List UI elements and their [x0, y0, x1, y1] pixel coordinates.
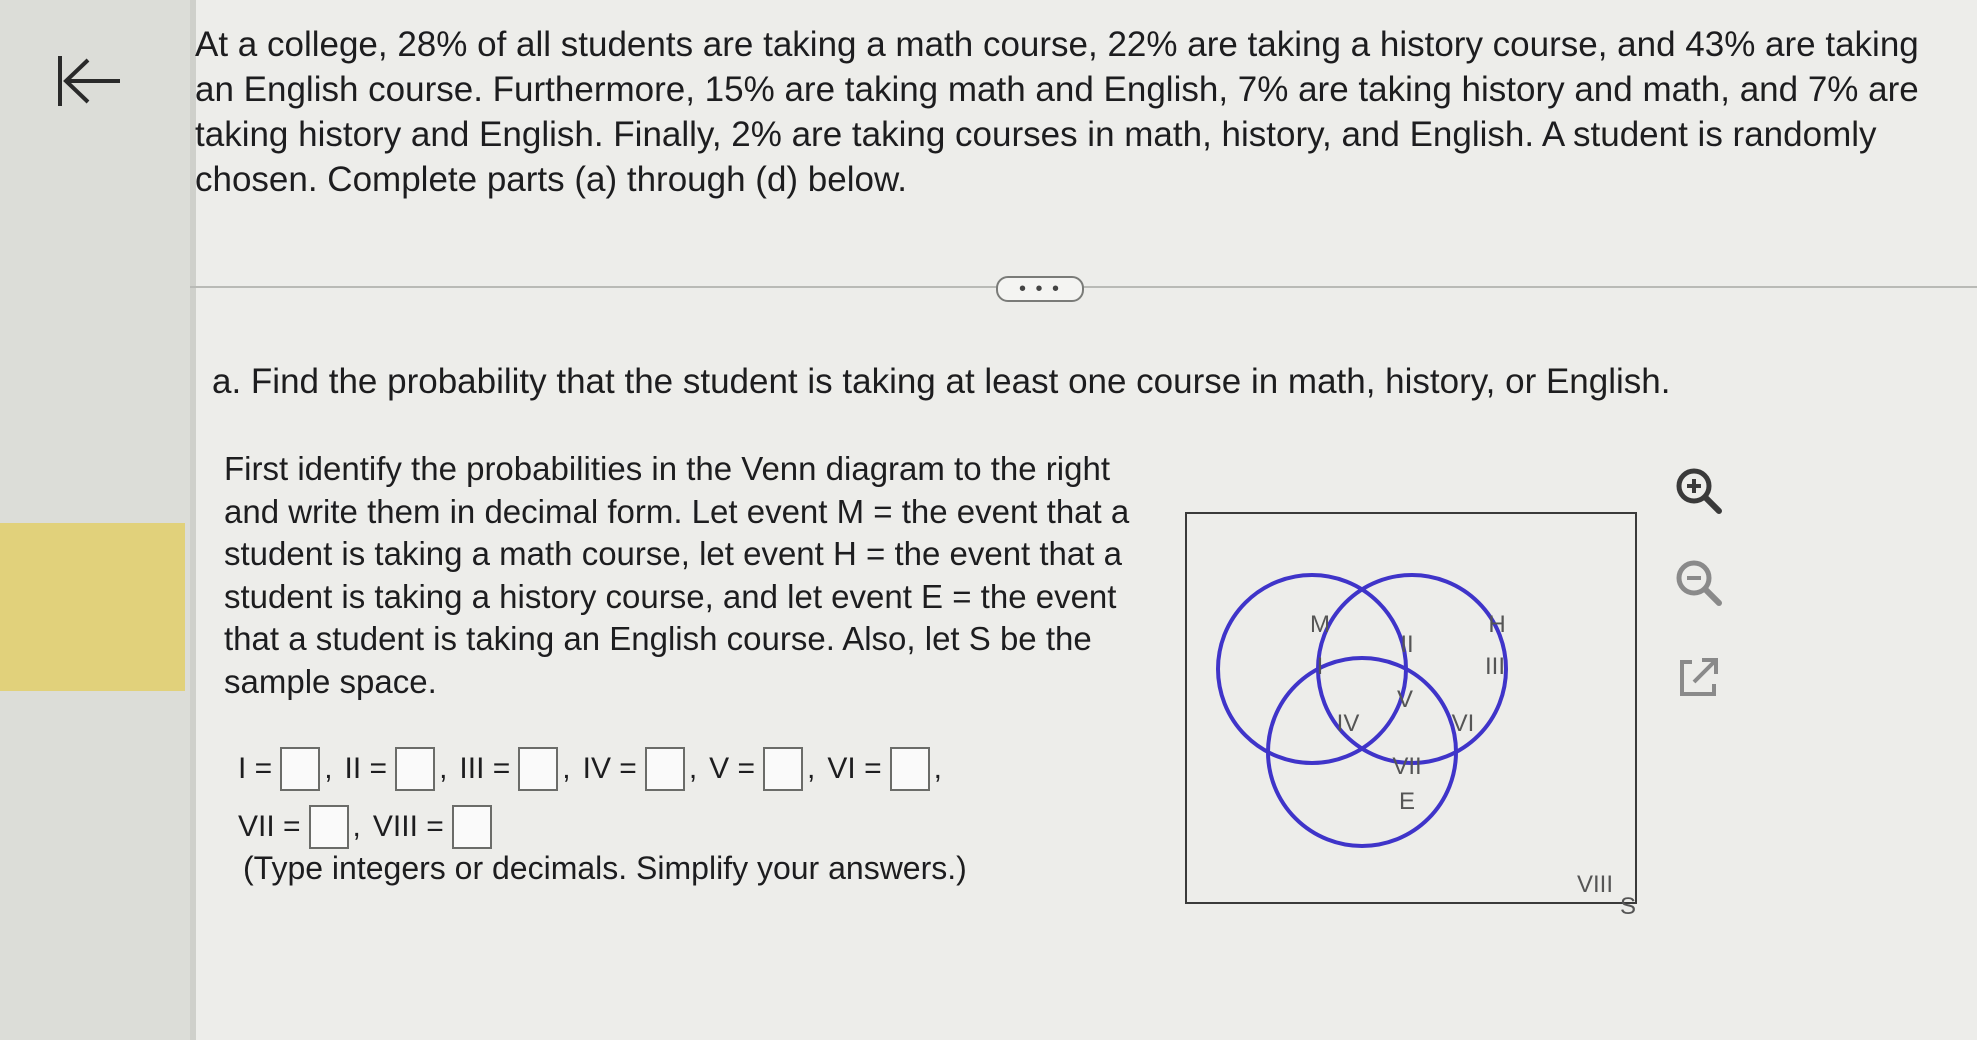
field-label-iv: IV =	[582, 752, 637, 785]
popout-icon[interactable]	[1670, 648, 1728, 706]
zoom-in-icon[interactable]	[1670, 462, 1728, 520]
zoom-out-icon[interactable]	[1670, 554, 1728, 612]
venn-label-s: S	[1619, 893, 1637, 920]
venn-region-i: I	[1316, 653, 1324, 680]
rail-highlight	[0, 523, 185, 691]
circle-e	[1268, 658, 1456, 846]
venn-region-v: V	[1396, 686, 1414, 713]
venn-region-viii: VIII	[1576, 871, 1614, 898]
back-arrow-icon[interactable]	[52, 50, 132, 120]
answer-fields	[238, 740, 954, 856]
field-label-v: V =	[709, 752, 756, 785]
venn-region-iv: IV	[1336, 710, 1360, 737]
venn-region-vi: VI	[1451, 710, 1475, 737]
venn-label-m: M	[1310, 611, 1330, 638]
answer-hint: (Type integers or decimals. Simplify your answers.)	[243, 850, 967, 886]
answer-row-1: I = , II = , III = , IV = , V = , VI = ,	[238, 740, 954, 798]
venn-label-e: E	[1398, 788, 1416, 815]
field-label-i: I =	[238, 752, 273, 785]
field-label-ii: II =	[344, 752, 388, 785]
venn-region-ii: II	[1400, 631, 1414, 658]
input-region-vi[interactable]	[890, 747, 930, 791]
circle-m	[1218, 575, 1406, 763]
input-region-vii[interactable]	[309, 805, 349, 849]
input-region-viii[interactable]	[452, 805, 492, 849]
input-region-iii[interactable]	[518, 747, 558, 791]
field-label-iii: III =	[459, 752, 511, 785]
field-label-vi: VI =	[827, 752, 882, 785]
more-button[interactable]: • • •	[996, 276, 1084, 302]
venn-diagram	[1185, 512, 1637, 932]
venn-label-h: H	[1488, 611, 1506, 638]
input-region-i[interactable]	[280, 747, 320, 791]
left-rail	[0, 0, 190, 1040]
part-a-question: a. Find the probability that the student is taking at least one course in math, history, or English.	[212, 362, 1671, 401]
field-label-viii: VIII =	[372, 810, 444, 843]
input-region-iv[interactable]	[645, 747, 685, 791]
answer-row-2: VII = , VIII =	[238, 798, 954, 856]
field-label-vii: VII =	[238, 810, 301, 843]
input-region-ii[interactable]	[395, 747, 435, 791]
venn-region-iii: III	[1484, 653, 1506, 680]
venn-region-vii: VII	[1392, 753, 1422, 780]
problem-statement: At a college, 28% of all students are taking a math course, 22% are taking a history course, and 43% are taking an English course. Furthermore, 15% are taking math and English, 7% are taking history and math, and 7% are taking history and English. Finally, 2% are taking courses in math, history, and English. A student is randomly chosen. Complete parts (a) through (d) below.	[195, 25, 1919, 199]
instructions-text: First identify the probabilities in the Venn diagram to the right and write them in decimal form. Let event M = the event that a student is taking a math course, let event H = the event that a student is taking a history course, and let event E = the event that a student is taking an English course. Also, let S be the sample space.	[224, 450, 1130, 700]
input-region-v[interactable]	[763, 747, 803, 791]
